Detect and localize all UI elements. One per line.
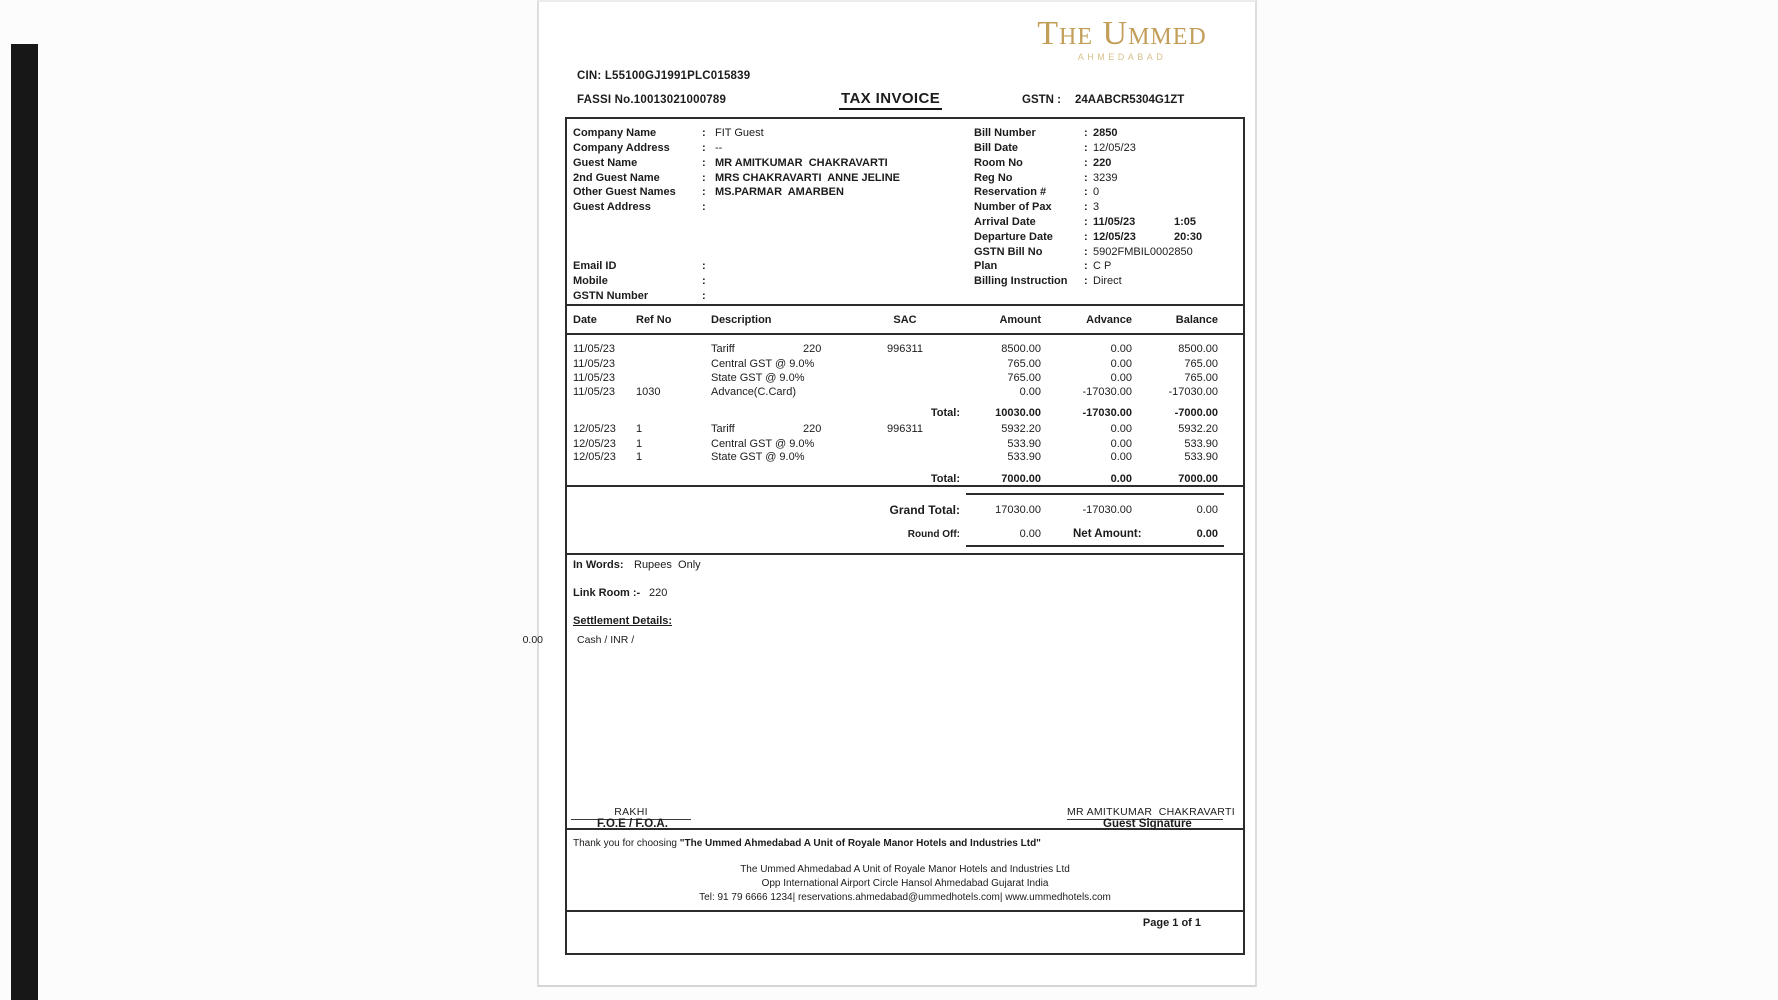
hotel-address-line-1: The Ummed Ahmedabad A Unit of Royale Manor Hotels and Industries Ltd [740, 864, 1070, 875]
hotel-address-line-3: Tel: 91 79 6666 1234| reservations.ahmedabad@ummedhotels.com| www.ummedhotels.com [699, 892, 1111, 903]
col-sac: SAC [893, 314, 917, 326]
totals-section [567, 487, 1243, 555]
totals-bottom-rule [966, 545, 1224, 547]
col-balance: Balance [1175, 314, 1218, 326]
guest-signature-name: MR AMITKUMAR CHAKRAVARTI [1067, 806, 1235, 818]
footer-section [567, 830, 1243, 912]
thank-you-line: Thank you for choosing "The Ummed Ahmedabad A Unit of Royale Manor Hotels and Industries Ltd" [573, 838, 1041, 849]
table-row: 12/05/23 1 Central GST @ 9.0% 533.90 0.00 533.90 [573, 438, 1218, 450]
gstn-line [1022, 94, 1184, 106]
gstn-label: GSTN : [1022, 94, 1061, 106]
page-number: Page 1 of 1 [1142, 917, 1201, 929]
cashier-name: RAKHI [614, 806, 648, 818]
charges-table-header [567, 306, 1243, 335]
document-title: TAX INVOICE [839, 90, 942, 110]
round-off-row: Round Off: 0.00 Net Amount: 0.00 [907, 528, 1218, 540]
charges-table-body [567, 335, 1243, 487]
totals-top-rule [966, 493, 1224, 495]
fassi-number: FASSI No.10013021000789 [577, 94, 727, 106]
viewer-edge-strip [11, 44, 38, 1000]
table-row: 12/05/23 1 Tariff 220 996311 5932.20 0.00 5932.20 [573, 423, 1218, 435]
guest-info-section: Company Name : FIT Guest Company Address : -- Guest Name : MR AMITKUMAR CHAKRAVARTI 2nd Guest Name : MRS CHAKRAVARTI ANNE JELINE Other Guest Names : MS.PARMAR AMARBEN Guest Address : Email ID : Mobile : GSTN Number : Bill Number : 2850 Bill Date : 12/05/23 Room No : 220 Reg No : 3239 Reservation # : 0 Number of Pax : 3 Arrival Date : 11/05/23 1:05 Departure Date : 12/05/23 20:30 GSTN Bill No : 5902FMBIL0002850 Plan : C P Billing Instruction : Direct [567, 119, 1243, 306]
col-amount: Amount [999, 314, 1041, 326]
hotel-logo [1007, 16, 1237, 62]
col-description: Description [711, 314, 772, 326]
table-row: 12/05/23 1 State GST @ 9.0% 533.90 0.00 533.90 [573, 451, 1218, 463]
hotel-address-line-2: Opp International Airport Circle Hansol Ahmedabad Gujarat India [761, 878, 1049, 889]
hotel-logo-city: AHMEDABAD [1077, 51, 1167, 62]
cin-number: CIN: L55100GJ1991PLC015839 [577, 70, 751, 82]
invoice-page [522, 0, 1257, 987]
page-number-section [567, 912, 1243, 953]
col-ref-no: Ref No [636, 314, 672, 326]
invoice-box [522, 117, 1245, 955]
table-row: 11/05/23 Central GST @ 9.0% 765.00 0.00 765.00 [573, 358, 1218, 370]
table-row: 11/05/23 Tariff 220 996311 8500.00 0.00 8500.00 [573, 343, 1218, 355]
table-total-row: Total: 10030.00 -17030.00 -7000.00 [930, 407, 1218, 419]
table-row: 11/05/23 State GST @ 9.0% 765.00 0.00 765.00 [573, 372, 1218, 384]
cashier-title: F.O.E / F.O.A. [597, 818, 668, 830]
settlement-section: In Words: Rupees Only Link Room :- 220 Settlement Details: Cash / INR / 0.00 RAKHI F.O.E / F.O.A. MR AMITKUMAR CHAKRAVARTI Guest Signature [567, 555, 1243, 830]
col-date: Date [573, 314, 597, 326]
table-row: 11/05/23 1030 Advance(C.Card) 0.00 -17030.00 -17030.00 [573, 386, 1218, 398]
guest-signature-title: Guest Signature [1103, 818, 1192, 830]
hotel-logo-name: The Ummed [1037, 15, 1207, 52]
table-total-row: Total: 7000.00 0.00 7000.00 [930, 473, 1218, 485]
grand-total-row: Grand Total: 17030.00 -17030.00 0.00 [889, 503, 1218, 517]
col-advance: Advance [1086, 314, 1132, 326]
gstn-value: 24AABCR5304G1ZT [1074, 94, 1185, 106]
